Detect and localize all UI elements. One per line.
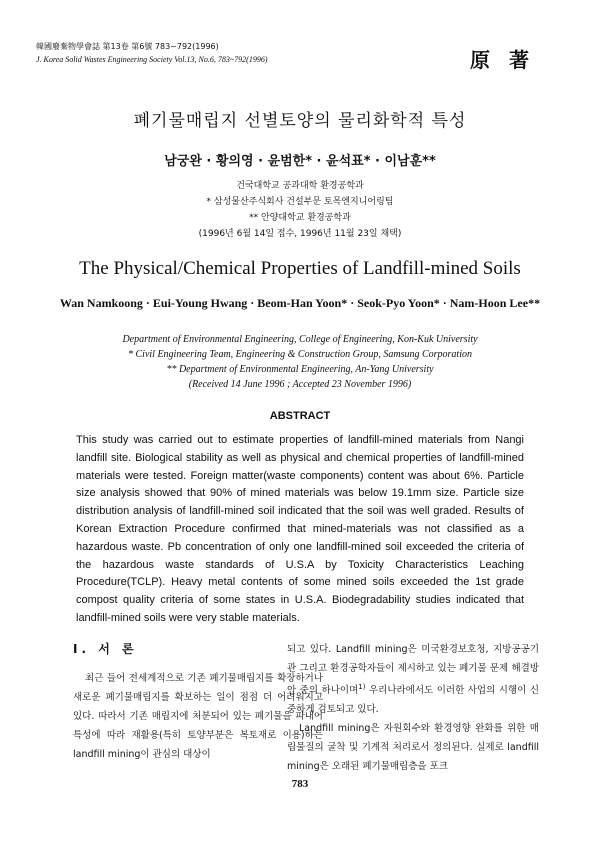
intro-text-part-a: 되고 있다. Landfill mining은 미국환경보호청, 지방공공기관 그리고 환경공학자들이 제시하고 있는 폐기물 문제 해결방안 중의 하나이며: [287, 644, 539, 697]
korean-affiliation-2: * 삼성물산주식회사 건설부문 토목엔지니어링팀: [206, 197, 394, 207]
english-received-dates: (Received 14 June 1996 ; Accepted 23 November 1996): [188, 379, 412, 390]
korean-affiliation-3: ** 안양대학교 환경공학과: [249, 213, 351, 223]
page-number: 783: [291, 778, 309, 790]
intro-paragraph-1-continued: [287, 640, 539, 719]
abstract-heading: ABSTRACT: [269, 410, 331, 422]
korean-affiliation-1: 건국대학교 공과대학 환경공학과: [236, 181, 364, 191]
journal-citation-en: J. Korea Solid Wastes Engineering Society Vol.13, No.6, 783~792(1996): [36, 55, 268, 64]
english-affiliation-1: Department of Environmental Engineering, College of Engineering, Kon-Kuk University: [122, 334, 478, 345]
english-affiliation-3: ** Department of Environmental Engineering, An-Yang University: [166, 364, 434, 375]
abstract-text: This study was carried out to estimate properties of landfill-mined materials from Nangi landfill site. Biological stability as well as physical and chemical properties of landfill-mined materials were tested. Foreign matter(waste components) content was about 6%. Particle size analysis showed that 90% of mined materials was below 19.1mm size. Particle size distribution analysis of landfill-mined soil indicated that the soil was well graded. Results of Korean Extraction Procedure confirmed that mined-materials was not classified as a hazardous waste. Pb concentration of only one landfill-mined soil exceeded the criteria of the hazardous waste standards of U.S.A by Toxicity Characteristics Leaching Procedure(TCLP). Heavy metal contents of some mined soils exceeded the 1st grade compost quality criteria of some states in U.S.A. Biodegradability studies indicated that landfill-mined soils were very stable materials.: [76, 434, 524, 624]
reference-marker: 1): [358, 683, 366, 691]
english-title: The Physical/Chemical Properties of Landfill-mined Soils: [79, 258, 521, 279]
body-right-column: [287, 640, 539, 776]
english-affiliation-2: * Civil Engineering Team, Engineering & Construction Group, Samsung Corporation: [128, 349, 472, 360]
body-left-column: [73, 640, 323, 764]
intro-paragraph-2: Landfill mining은 자원회수와 환경영향 완화를 위한 매립물질의 굴착 및 기계적 처리로서 정의된다. 실제로 landfill mining은 오래된 폐기물매립층을 포크: [287, 723, 539, 773]
article-type-badge: 原 著: [470, 48, 535, 72]
intro-text-part-b: 우리나라에서도 이러한 사업의 시행이 신중하게 검토되고 있다.: [287, 685, 540, 716]
english-authors: Wan Namkoong · Eui-Young Hwang · Beom-Han Yoon* · Seok-Pyo Yoon* · Nam-Hoon Lee**: [59, 296, 541, 310]
korean-title: 폐기물매립지 선별토양의 물리화학적 특성: [133, 111, 467, 131]
section-title: I. 서 론: [73, 642, 138, 656]
english-affiliations: [0, 332, 600, 392]
journal-citation: [36, 40, 268, 66]
journal-citation-kr: 韓國廢棄物學會誌 第13卷 第6號 783~792(1996): [36, 42, 219, 51]
korean-authors: 남궁완 · 황의영 · 윤범한* · 윤석표* · 이남훈**: [164, 154, 436, 169]
korean-affiliations: [0, 178, 600, 242]
korean-received-dates: (1996년 6월 14일 접수, 1996년 11월 23일 채택): [198, 229, 402, 239]
intro-paragraph-1: 최근 들어 전세계적으로 기존 폐기물매립지를 확장하거나 새로운 폐기물매립지를 확보하는 일이 점점 더 어려워지고 있다. 따라서 기존 매립지에 처분되어 있는 폐기물을 파내어 특성에 따라 재활용(특히 토양부분은 복토재로 이용)하는 landfill mining이 관심의 대상이: [73, 673, 323, 760]
